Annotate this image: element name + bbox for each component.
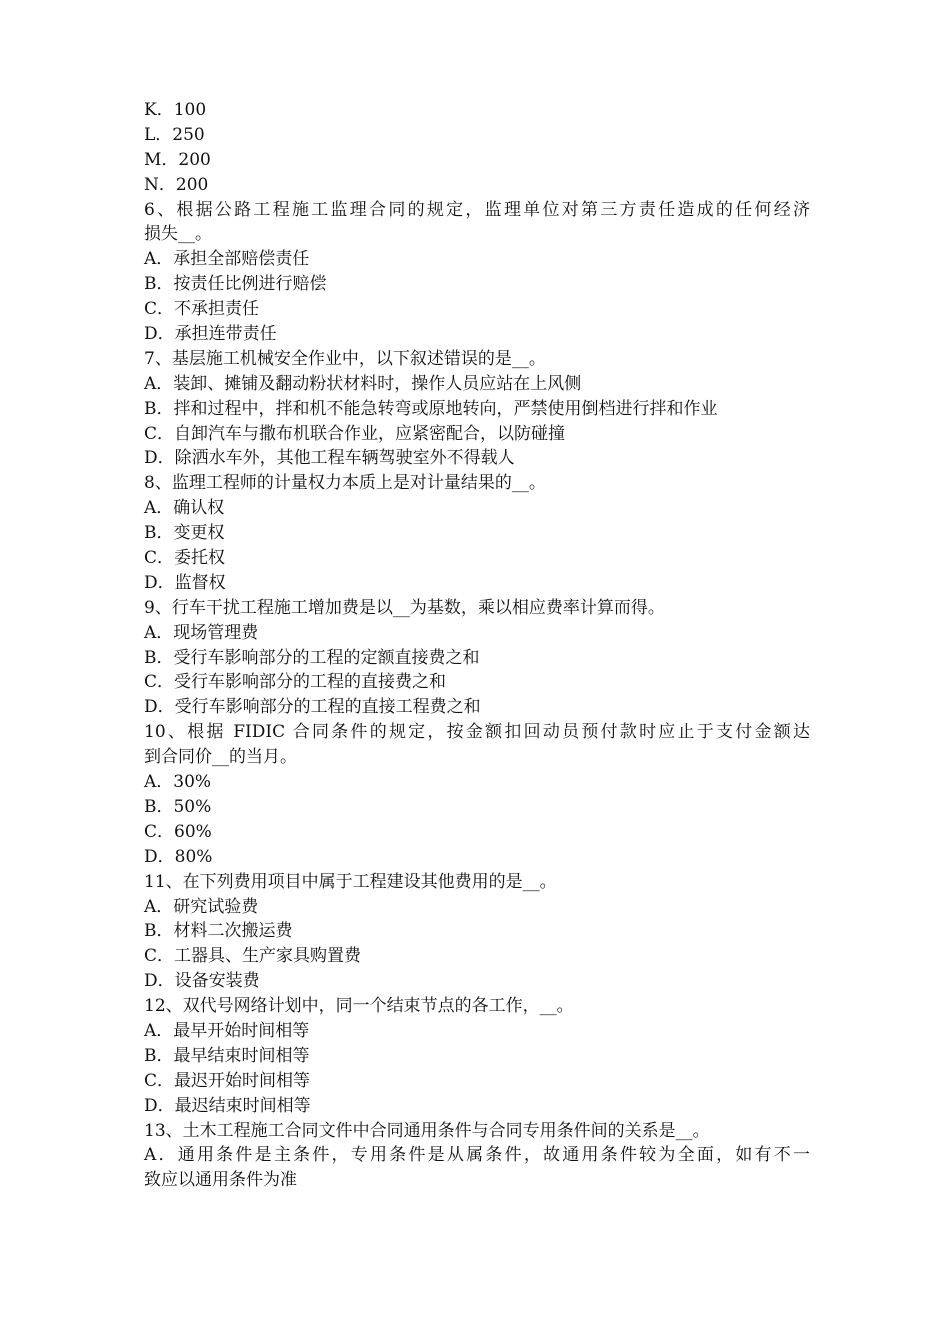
text-line: 到合同价__的当月。 — [144, 747, 297, 768]
text-line: D．最迟结束时间相等 — [144, 1095, 311, 1116]
text-line: C．委托权 — [144, 548, 226, 569]
text-line: N．200 — [144, 174, 209, 195]
text-line: B．材料二次搬运费 — [144, 921, 293, 942]
text-line: A．最早开始时间相等 — [144, 1020, 310, 1041]
text-line: B．按责任比例进行赔偿 — [144, 274, 327, 295]
text-line: 损失__。 — [144, 224, 212, 245]
text-line: B．50% — [144, 796, 212, 817]
text-line: 10、根据 FIDIC 合同条件的规定，按金额扣回动员预付款时应止于支付金额达 — [144, 722, 810, 743]
text-line: B．拌和过程中，拌和机不能急转弯或原地转向，严禁使用倒档进行拌和作业 — [144, 398, 718, 419]
text-line: C．受行车影响部分的工程的直接费之和 — [144, 672, 447, 693]
text-line: C．自卸汽车与撒布机联合作业，应紧密配合，以防碰撞 — [144, 423, 566, 444]
text-line: L．250 — [144, 124, 205, 145]
text-line: K．100 — [144, 100, 207, 120]
text-line: A．30% — [144, 772, 212, 793]
text-line: 8、监理工程师的计量权力本质上是对计量结果的__。 — [144, 473, 546, 494]
text-line: A．通用条件是主条件，专用条件是从属条件，故通用条件较为全面，如有不一 — [144, 1145, 810, 1166]
text-line: D．承担连带责任 — [144, 324, 277, 345]
text-line: 7、基层施工机械安全作业中，以下叙述错误的是__。 — [144, 348, 546, 369]
text-line: 致应以通用条件为准 — [144, 1170, 297, 1191]
text-line: C．工器具、生产家具购置费 — [144, 946, 362, 967]
text-line: 12、双代号网络计划中，同一个结束节点的各工作，__。 — [144, 996, 574, 1017]
text-line: C．最迟开始时间相等 — [144, 1070, 311, 1091]
text-line: 9、行车干扰工程施工增加费是以__为基数，乘以相应费率计算而得。 — [144, 597, 665, 618]
text-line: 13、土木工程施工合同文件中合同通用条件与合同专用条件间的关系是__。 — [144, 1120, 710, 1141]
text-line: B．受行车影响部分的工程的定额直接费之和 — [144, 647, 480, 668]
text-line: D．受行车影响部分的工程的直接工程费之和 — [144, 697, 481, 718]
text-line: B．变更权 — [144, 523, 225, 544]
text-line: A．承担全部赔偿责任 — [144, 249, 310, 270]
text-line: D．80% — [144, 846, 213, 867]
text-line: B．最早结束时间相等 — [144, 1045, 310, 1066]
text-line: C．60% — [144, 821, 212, 842]
text-line: A．研究试验费 — [144, 896, 259, 917]
text-line: D．设备安装费 — [144, 971, 260, 992]
document-body — [144, 98, 810, 1193]
text-line: D．监督权 — [144, 572, 226, 593]
text-line: 6、根据公路工程施工监理合同的规定，监理单位对第三方责任造成的任何经济 — [144, 199, 810, 220]
text-line: A．确认权 — [144, 498, 225, 519]
text-line: 11、在下列费用项目中属于工程建设其他费用的是__。 — [144, 871, 557, 892]
text-line: C．不承担责任 — [144, 299, 260, 320]
text-line: A．现场管理费 — [144, 622, 259, 643]
text-line: A．装卸、摊铺及翻动粉状材料时，操作人员应站在上风侧 — [144, 373, 582, 394]
text-line: D．除洒水车外，其他工程车辆驾驶室外不得载人 — [144, 448, 515, 469]
text-line: M．200 — [144, 149, 211, 170]
